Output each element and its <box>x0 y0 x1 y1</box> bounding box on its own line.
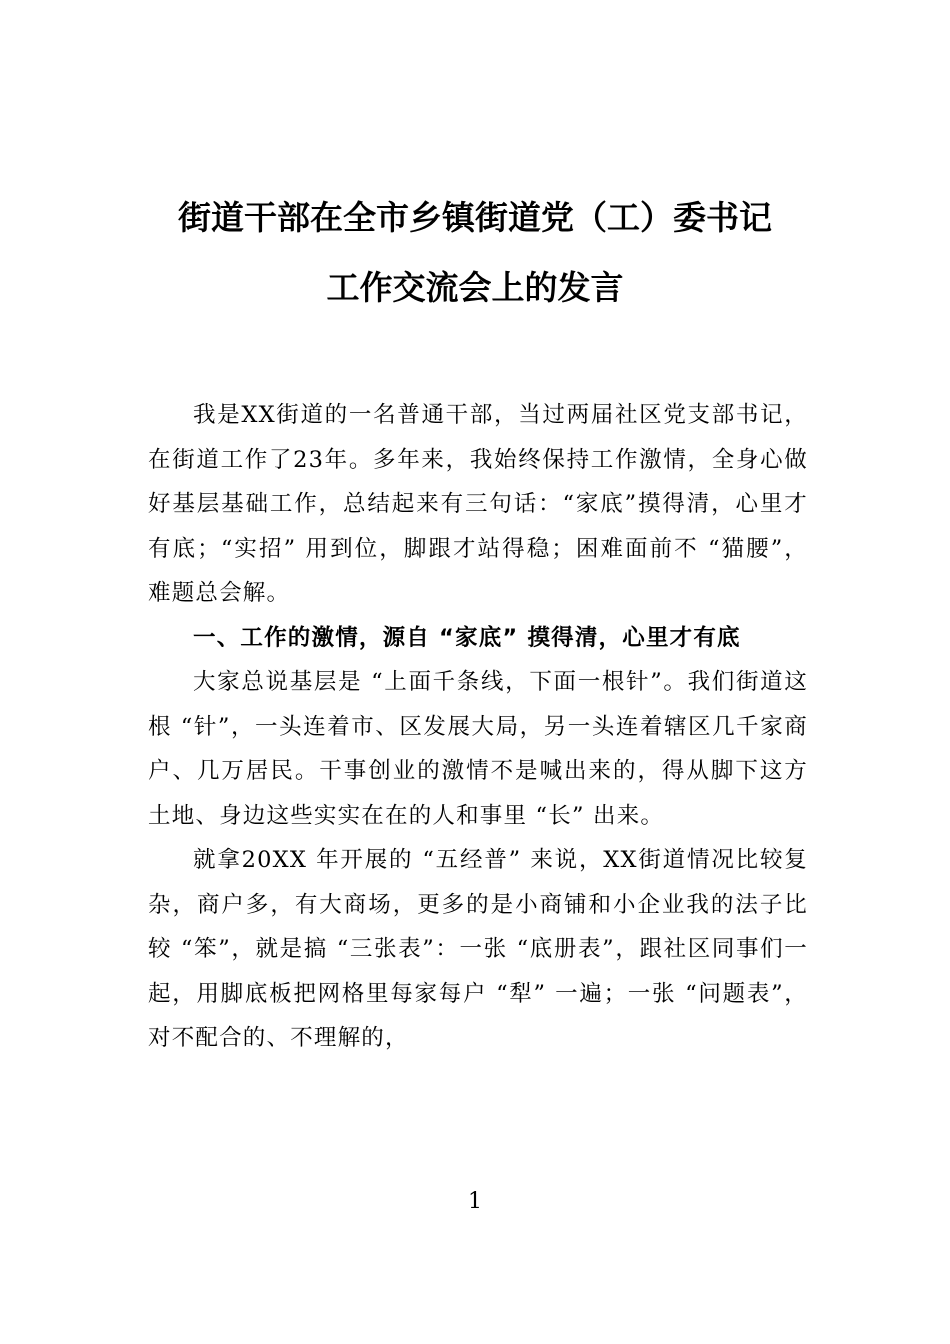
paragraph-intro: 我是XX街道的一名普通干部，当过两届社区党支部书记，在街道工作了23年。多年来，我始终保持工作激情，全身心做好基层基础工作，总结起来有三句话：“家底”摸得清，心里才有底；“实招” 用到位，脚跟才站得稳；困难面前不 “猫腰”，难题总会解。 <box>148 402 808 606</box>
page-number: 1 <box>468 1189 482 1214</box>
section-heading-1: 一、工作的激情，源自 “家底” 摸得清，心里才有底 <box>193 624 741 651</box>
document-title-line-2: 工作交流会上的发言 <box>326 268 624 307</box>
paragraph-grassroots: 大家总说基层是 “上面千条线，下面一根针”。我们街道这根 “针”，一头连着市、区发展大局，另一头连着辖区几千家商户、几万居民。干事创业的激情不是喊出来的，得从脚下这方土地、身边这些实实在在的人和事里 “长” 出来。 <box>148 669 808 829</box>
document-body <box>148 393 808 1061</box>
paragraph-census: 就拿20XX 年开展的 “五经普” 来说，XX街道情况比较复杂，商户多，有大商场，更多的是小商铺和小企业我的法子比较 “笨”，就是搞 “三张表”：一张 “底册表”，跟社区同事们一起，用脚底板把网格里每家每户 “犁” 一遍；一张 “问题表”，对不配合的、不理解的， <box>148 847 808 1051</box>
document-title-line-1: 街道干部在全市乡镇街道党（工）委书记 <box>178 198 772 237</box>
